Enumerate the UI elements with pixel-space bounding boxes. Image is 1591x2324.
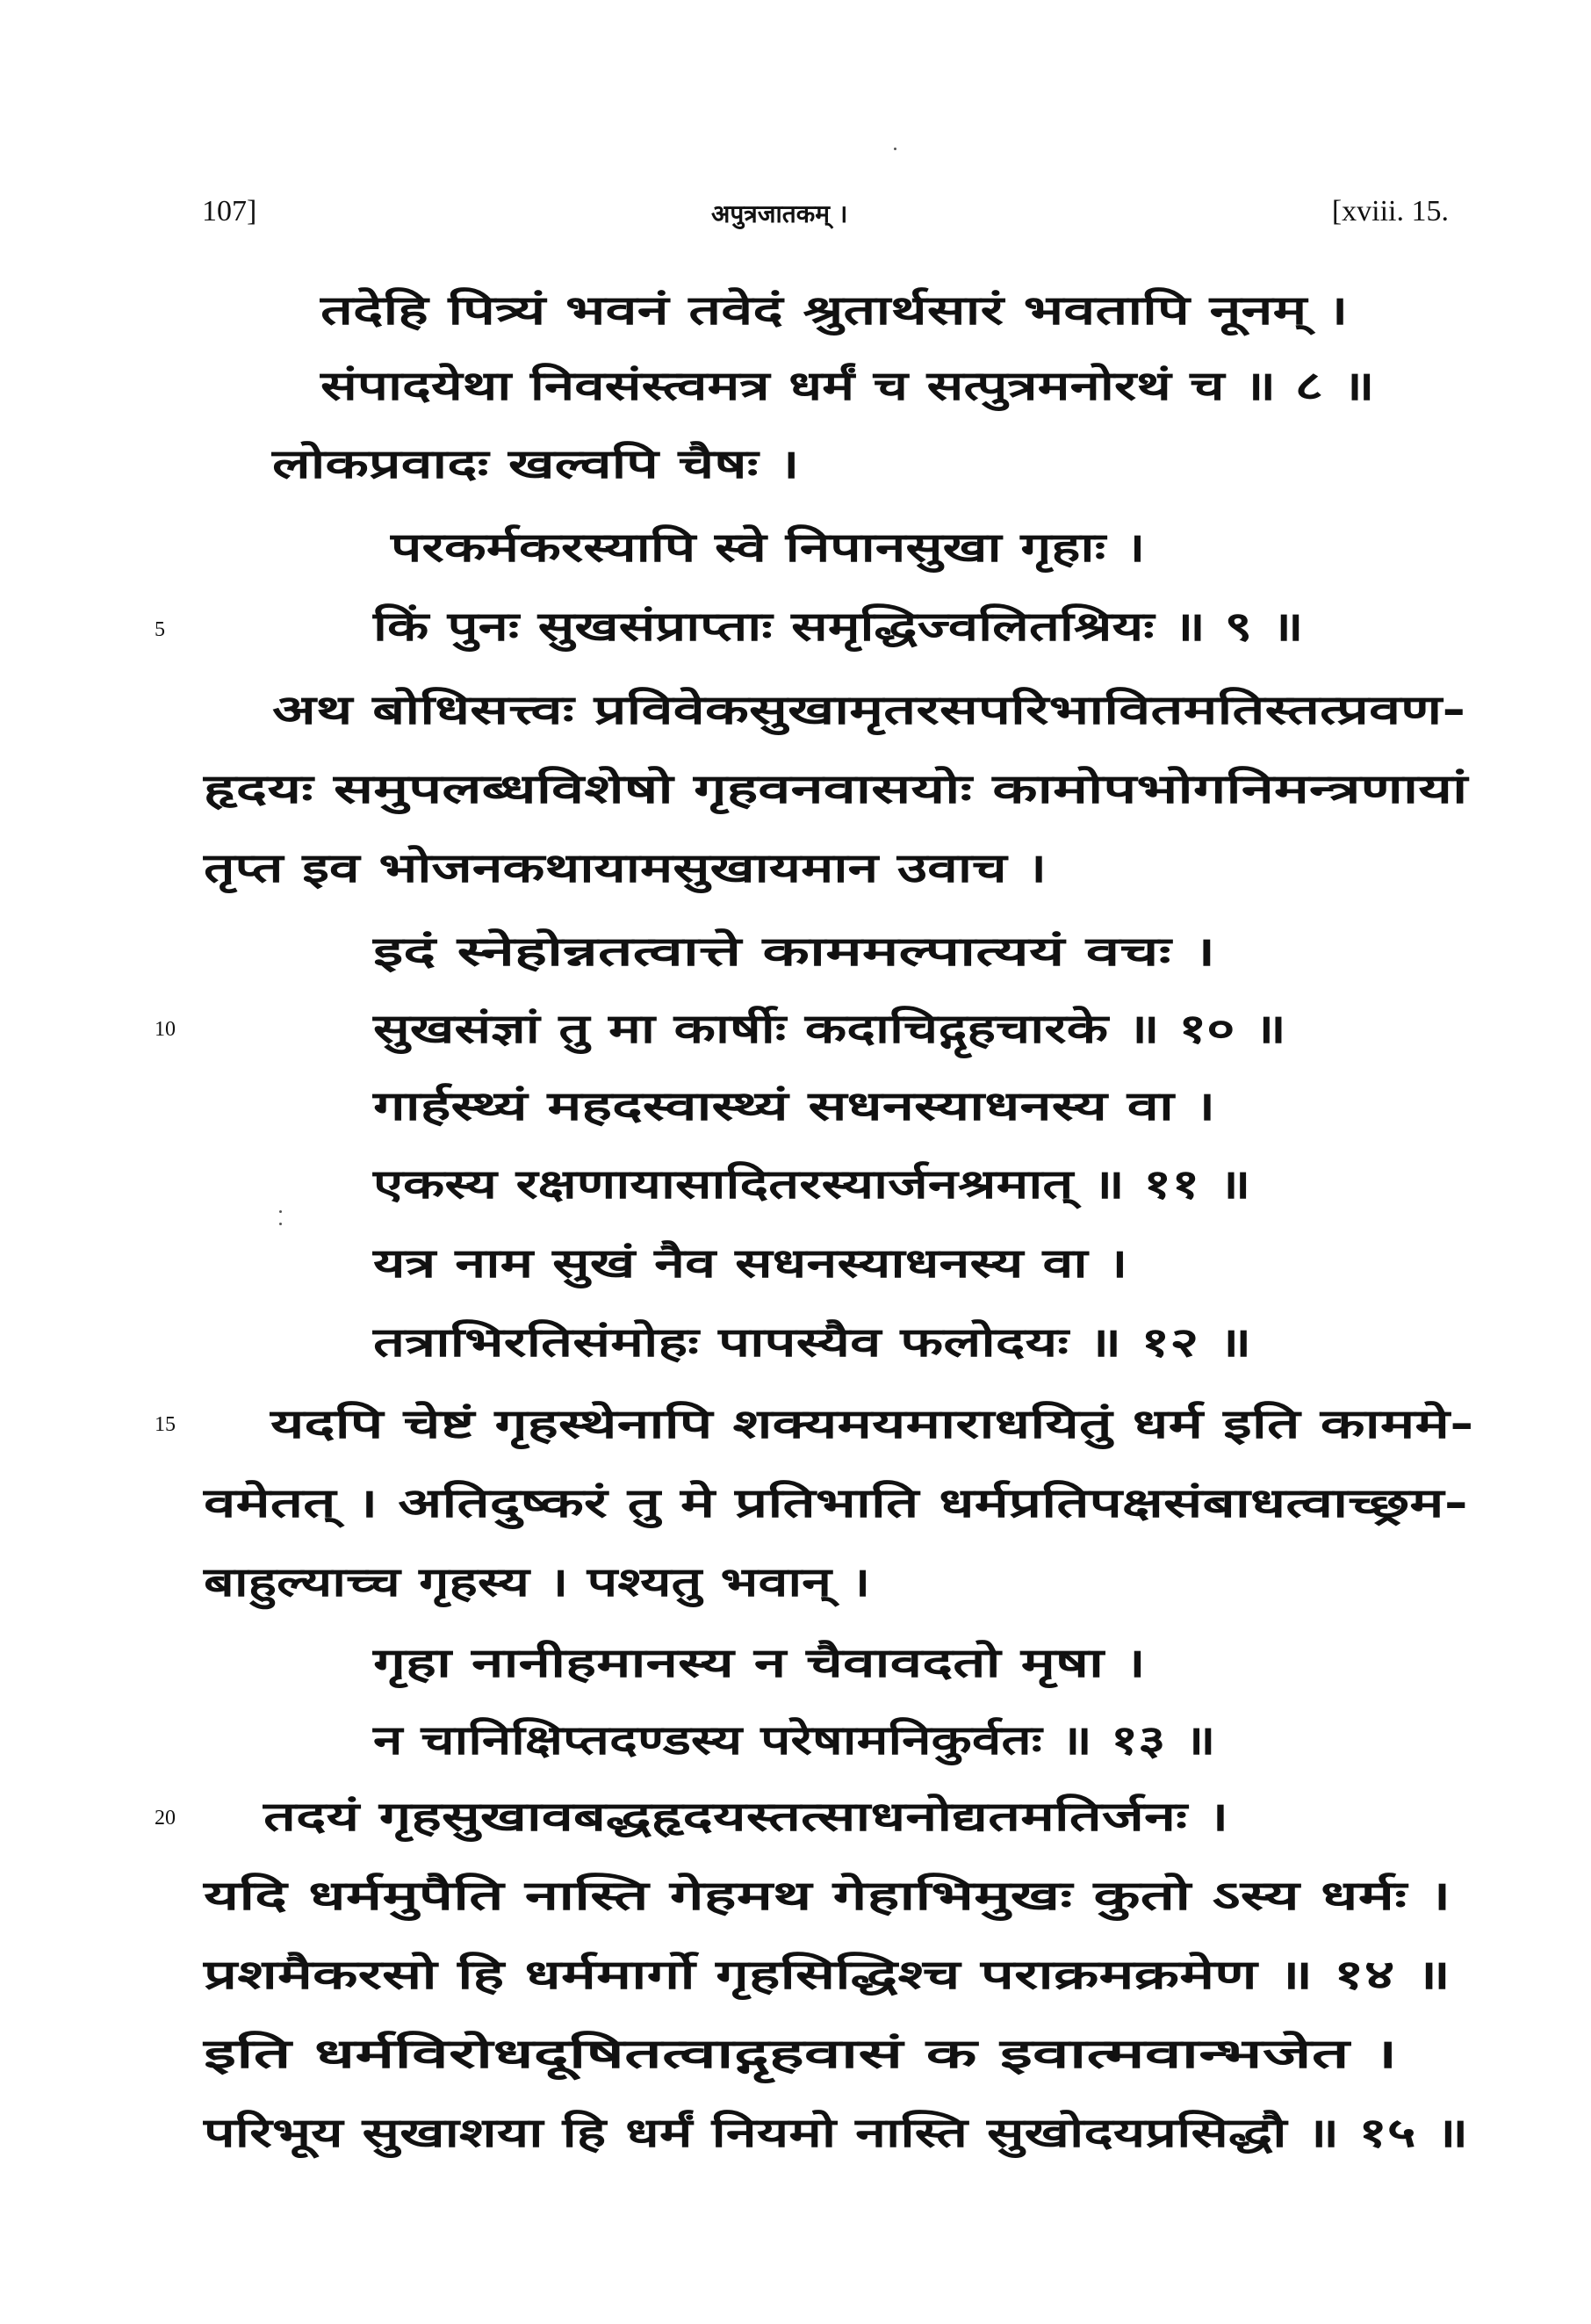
- prose-line: यदपि चेष्टं गृहस्थेनापि शक्यमयमाराधयितुं धर्म इति काममे-: [270, 1400, 1474, 1447]
- line-number: 5: [155, 618, 165, 641]
- page-number: 107]: [202, 195, 257, 227]
- line-number: 15: [155, 1413, 176, 1436]
- line-number: 20: [155, 1807, 176, 1830]
- prose-line: वमेतत् । अतिदुष्करं तु मे प्रतिभाति धर्मप्रतिपक्षसंबाधत्वाच्छ्रम-: [204, 1479, 1468, 1526]
- verse-line: एकस्य रक्षणायासादितरस्यार्जनश्रमात् ॥ ११ ॥: [373, 1160, 1251, 1208]
- prose-line: तृप्त इव भोजनकथायामसुखायमान उवाच ।: [204, 844, 1047, 891]
- verse-line: सुखसंज्ञां तु मा कार्षीः कदाचिद्गृहचारके ॥ १० ॥: [373, 1005, 1286, 1052]
- prose-line: लोकप्रवादः खल्वपि चैषः ।: [272, 440, 800, 487]
- verse-line: यत्र नाम सुखं नैव सधनस्याधनस्य वा ।: [373, 1239, 1128, 1287]
- section-reference: [xviii. 15.: [1331, 195, 1449, 227]
- verse-line: संपादयेथा निवसंस्त्वमत्र धर्मं च सत्पुत्रमनोरथं च ॥ ८ ॥: [320, 362, 1375, 409]
- page-header: [202, 195, 1449, 248]
- print-speck: [894, 148, 896, 150]
- verse-line: गृहा नानीहमानस्य न चैवावदतो मृषा ।: [373, 1639, 1146, 1686]
- line-number: 10: [155, 1018, 176, 1041]
- verse-line: परिभूय सुखाशया हि धर्मं नियमो नास्ति सुखोदयप्रसिद्धौ ॥ १५ ॥: [204, 2109, 1469, 2156]
- verse-line: परकर्मकरस्यापि स्वे निपानसुखा गृहाः ।: [391, 523, 1146, 571]
- verse-line: किं पुनः सुखसंप्राप्ताः समृद्धिज्वलितश्रियः ॥ ९ ॥: [373, 603, 1304, 650]
- prose-line: बाहुल्याच्च गृहस्य । पश्यतु भवान् ।: [204, 1558, 871, 1606]
- verse-line: गार्हस्थ्यं महदस्वास्थ्यं सधनस्याधनस्य वा ।: [373, 1082, 1216, 1130]
- verse-line: इति धर्मविरोधदूषितत्वाद्गृहवासं क इवात्मवान्भजेत ।: [204, 2030, 1398, 2077]
- prose-line: अथ बोधिसत्त्वः प्रविवेकसुखामृतरसपरिभावितमतिस्तत्प्रवण-: [272, 686, 1466, 733]
- verse-line: तदयं गृहसुखावबद्धहृदयस्तत्साधनोद्यतमतिर्जनः ।: [263, 1793, 1229, 1840]
- verse-line: न चानिक्षिप्तदण्डस्य परेषामनिकुर्वतः ॥ १३ ॥: [373, 1716, 1216, 1764]
- running-title: अपुत्रजातकम् ।: [711, 199, 848, 228]
- verse-line: तत्राभिरतिसंमोहः पापस्यैव फलोदयः ॥ १२ ॥: [373, 1318, 1252, 1366]
- print-speck: [279, 1210, 282, 1213]
- print-speck: [279, 1223, 282, 1225]
- verse-line: प्रशमैकरसो हि धर्ममार्गो गृहसिद्धिश्च पराक्रमक्रमेण ॥ १४ ॥: [204, 1951, 1451, 1998]
- verse-line: इदं स्नेहोन्नतत्वात्ते काममल्पात्ययं वचः ।: [373, 927, 1216, 975]
- prose-line: हृदयः समुपलब्धविशेषो गृहवनवासयोः कामोपभोगनिमन्त्रणायां: [204, 765, 1468, 812]
- verse-line: तदेहि पित्र्यं भवनं तवेदं श्रुतार्थसारं भवतापि नूनम् ।: [320, 286, 1349, 334]
- verse-line: यदि धर्ममुपैति नास्ति गेहमथ गेहाभिमुखः कुतो ऽस्य धर्मः ।: [204, 1872, 1451, 1919]
